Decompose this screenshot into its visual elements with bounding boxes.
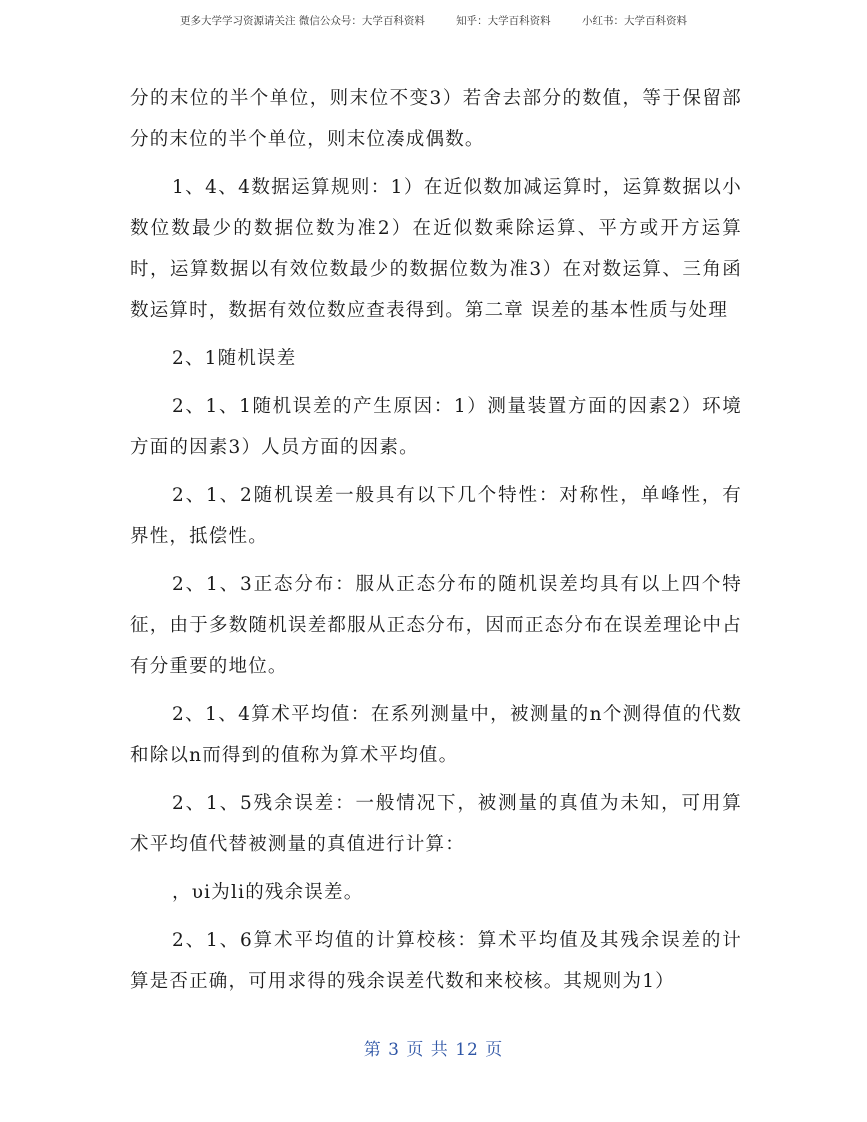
paragraph-arithmetic-mean: 2、1、4算术平均值：在系列测量中，被测量的n个测得值的代数和除以n而得到的值称为算术平均值。 [130, 704, 742, 766]
paragraph-normal-distribution: 2、1、3正态分布：服从正态分布的随机误差均具有以上四个特征，由于多数随机误差都服从正态分布，因而正态分布在误差理论中占有分重要的地位。 [130, 574, 742, 677]
paragraph-rounding-rule: 分的末位的半个单位，则末位不变3）若舍去部分的数值，等于保留部分的末位的半个单位，则末位凑成偶数。 [130, 88, 742, 150]
header-zhihu: 知乎：大学百科资料 [456, 15, 551, 27]
paragraph-random-error-properties: 2、1、2随机误差一般具有以下几个特性：对称性，单峰性，有界性，抵偿性。 [130, 485, 742, 547]
paragraph-residual-definition: ，υi为li的残余误差。 [172, 882, 364, 903]
paragraph-random-error-causes: 2、1、1随机误差的产生原因：1）测量装置方面的因素2）环境方面的因素3）人员方面的因素。 [130, 396, 742, 458]
page-number: 第 3 页 共 12 页 [363, 1040, 504, 1060]
section-heading-random-error: 2、1随机误差 [172, 348, 297, 369]
paragraph-mean-check: 2、1、6算术平均值的计算校核：算术平均值及其残余误差的计算是否正确，可用求得的残余误差代数和来校核。其规则为1） [130, 930, 742, 992]
header-xiaohongshu: 小红书：大学百科资料 [582, 15, 688, 27]
page-header [0, 13, 867, 28]
header-wechat-notice: 更多大学学习资源请关注 微信公众号：大学百科资料 [179, 15, 425, 27]
document-body [130, 78, 742, 1009]
paragraph-operation-rules: 1、4、4数据运算规则：1）在近似数加减运算时，运算数据以小数位数最少的数据位数为准2）在近似数乘除运算、平方或开方运算时，运算数据以有效位数最少的数据位数为准3）在对数运算、三角函数运算时，数据有效位数应查表得到。第二章 误差的基本性质与处理 [130, 177, 742, 321]
paragraph-residual-error: 2、1、5残余误差：一般情况下，被测量的真值为未知，可用算术平均值代替被测量的真值进行计算： [130, 793, 742, 855]
